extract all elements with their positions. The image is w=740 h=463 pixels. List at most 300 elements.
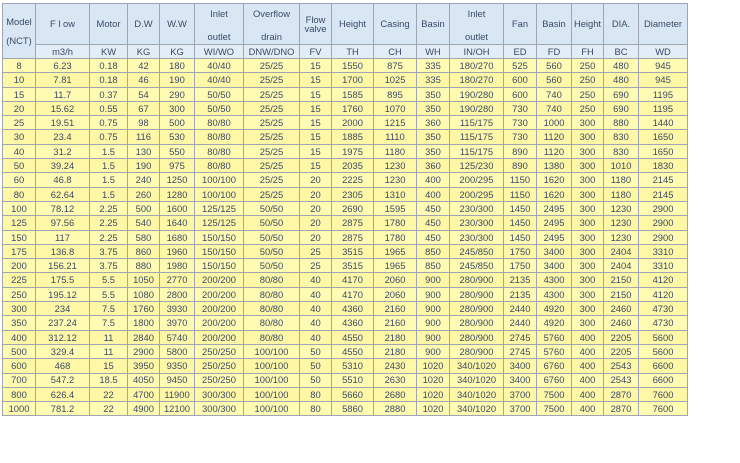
- table-cell: 2900: [639, 201, 688, 215]
- table-cell: 560: [537, 73, 572, 87]
- table-cell: 25/25: [244, 159, 300, 173]
- specification-table: [2, 3, 688, 416]
- table-cell: 100/100: [244, 402, 300, 416]
- table-cell: 6760: [537, 373, 572, 387]
- table-cell: 4700: [128, 387, 160, 401]
- table-cell: 190: [128, 159, 160, 173]
- table-cell: 225: [3, 273, 36, 287]
- table-cell: 234: [36, 302, 90, 316]
- table-cell: 300: [572, 159, 604, 173]
- table-cell: 1310: [374, 187, 417, 201]
- table-cell: 80/80: [244, 273, 300, 287]
- table-cell: 690: [604, 101, 639, 115]
- unit-col-13: FD: [537, 45, 572, 59]
- table-cell: 500: [128, 201, 160, 215]
- table-cell: 450: [417, 201, 450, 215]
- table-cell: 200: [3, 259, 36, 273]
- table-cell: 626.4: [36, 387, 90, 401]
- table-cell: 3400: [504, 359, 537, 373]
- header-col-6-top: Overflow: [253, 8, 290, 19]
- table-cell: 1650: [639, 144, 688, 158]
- table-cell: 130: [128, 144, 160, 158]
- table-cell: 350: [417, 130, 450, 144]
- table-cell: 340/1020: [450, 373, 504, 387]
- table-cell: 20: [300, 216, 332, 230]
- table-cell: 40/40: [195, 73, 244, 87]
- table-cell: 4730: [639, 302, 688, 316]
- table-cell: 3970: [160, 316, 195, 330]
- table-cell: 50: [300, 373, 332, 387]
- table-cell: 1250: [160, 173, 195, 187]
- table-cell: 1760: [128, 302, 160, 316]
- header-col-8: Height: [332, 4, 374, 45]
- table-cell: 300: [572, 302, 604, 316]
- table-cell: 1980: [160, 259, 195, 273]
- table-cell: 46.8: [36, 173, 90, 187]
- table-cell: 200/200: [195, 316, 244, 330]
- table-row: [3, 230, 688, 244]
- table-cell: 1585: [332, 87, 374, 101]
- table-cell: 2460: [604, 316, 639, 330]
- table-cell: 1.5: [90, 144, 128, 158]
- table-cell: 2875: [332, 230, 374, 244]
- table-cell: 5600: [639, 344, 688, 358]
- table-cell: 975: [160, 159, 195, 173]
- table-cell: 245/850: [450, 244, 504, 258]
- table-cell: 4050: [128, 373, 160, 387]
- table-cell: 2495: [537, 216, 572, 230]
- table-cell: 2160: [374, 302, 417, 316]
- table-cell: 2404: [604, 259, 639, 273]
- table-cell: 2680: [374, 387, 417, 401]
- table-cell: 15: [300, 130, 332, 144]
- table-cell: 7600: [639, 387, 688, 401]
- table-cell: 1960: [160, 244, 195, 258]
- table-cell: 312.12: [36, 330, 90, 344]
- table-cell: 1965: [374, 244, 417, 258]
- table-cell: 350: [3, 316, 36, 330]
- table-cell: 3515: [332, 259, 374, 273]
- table-cell: 7.81: [36, 73, 90, 87]
- table-cell: 46: [128, 73, 160, 87]
- table-cell: 1000: [537, 116, 572, 130]
- table-cell: 830: [604, 144, 639, 158]
- unit-col-4: KG: [160, 45, 195, 59]
- unit-col-5: WI/WO: [195, 45, 244, 59]
- table-cell: 80: [3, 187, 36, 201]
- table-cell: 260: [128, 187, 160, 201]
- table-cell: 195.12: [36, 287, 90, 301]
- table-cell: 39.24: [36, 159, 90, 173]
- table-cell: 2840: [128, 330, 160, 344]
- table-cell: 2690: [332, 201, 374, 215]
- table-cell: 50/50: [244, 259, 300, 273]
- table-cell: 25/25: [244, 144, 300, 158]
- table-row: [3, 387, 688, 401]
- table-cell: 50: [300, 344, 332, 358]
- table-cell: 25/25: [244, 187, 300, 201]
- table-cell: 2543: [604, 359, 639, 373]
- table-cell: 2900: [128, 344, 160, 358]
- table-cell: 1150: [504, 187, 537, 201]
- table-cell: 2205: [604, 344, 639, 358]
- table-cell: 1620: [537, 187, 572, 201]
- table-cell: 5760: [537, 330, 572, 344]
- table-cell: 1800: [128, 316, 160, 330]
- table-cell: 18.5: [90, 373, 128, 387]
- table-cell: 2870: [604, 402, 639, 416]
- table-cell: 245/850: [450, 259, 504, 273]
- table-cell: 0.75: [90, 116, 128, 130]
- table-cell: 600: [3, 359, 36, 373]
- table-cell: 1750: [504, 244, 537, 258]
- table-row: [3, 73, 688, 87]
- unit-col-14: FH: [572, 45, 604, 59]
- table-cell: 1010: [604, 159, 639, 173]
- table-cell: 2305: [332, 187, 374, 201]
- table-cell: 350: [417, 87, 450, 101]
- table-row: [3, 244, 688, 258]
- table-cell: 1.5: [90, 187, 128, 201]
- header-model-line1: Model: [6, 15, 32, 27]
- table-cell: 300: [572, 201, 604, 215]
- table-cell: 1600: [160, 201, 195, 215]
- table-cell: 1120: [537, 144, 572, 158]
- table-cell: 280/900: [450, 330, 504, 344]
- table-cell: 1450: [504, 230, 537, 244]
- table-cell: 3310: [639, 244, 688, 258]
- table-cell: 4120: [639, 273, 688, 287]
- table-cell: 1020: [417, 373, 450, 387]
- table-cell: 560: [537, 59, 572, 73]
- table-cell: 1230: [374, 173, 417, 187]
- table-cell: 5860: [332, 402, 374, 416]
- table-cell: 400: [572, 373, 604, 387]
- table-cell: 3700: [504, 387, 537, 401]
- table-cell: 1230: [604, 216, 639, 230]
- table-cell: 78.12: [36, 201, 90, 215]
- table-cell: 3930: [160, 302, 195, 316]
- table-cell: 2145: [639, 187, 688, 201]
- table-cell: 11.7: [36, 87, 90, 101]
- table-cell: 2160: [374, 316, 417, 330]
- table-cell: 1830: [639, 159, 688, 173]
- table-cell: 11900: [160, 387, 195, 401]
- table-cell: 360: [417, 116, 450, 130]
- header-model: [3, 4, 36, 59]
- table-cell: 180/270: [450, 59, 504, 73]
- table-cell: 880: [604, 116, 639, 130]
- table-row: [3, 302, 688, 316]
- table-cell: 280/900: [450, 287, 504, 301]
- header-col-7: Flow valve: [300, 4, 332, 45]
- table-cell: 300: [572, 116, 604, 130]
- table-cell: 15: [300, 159, 332, 173]
- table-cell: 2.25: [90, 216, 128, 230]
- table-cell: 900: [417, 273, 450, 287]
- table-cell: 2060: [374, 287, 417, 301]
- table-cell: 25/25: [244, 59, 300, 73]
- table-cell: 1640: [160, 216, 195, 230]
- table-cell: 900: [417, 344, 450, 358]
- header-col-15: DIA.: [604, 4, 639, 45]
- header-col-6-bottom: drain: [261, 30, 282, 42]
- table-row: [3, 216, 688, 230]
- table-cell: 1550: [332, 59, 374, 73]
- table-cell: 290: [160, 87, 195, 101]
- table-cell: 450: [417, 230, 450, 244]
- table-cell: 20: [300, 187, 332, 201]
- table-cell: 115/175: [450, 144, 504, 158]
- table-cell: 5740: [160, 330, 195, 344]
- table-cell: 250: [572, 87, 604, 101]
- table-cell: 15.62: [36, 101, 90, 115]
- table-cell: 700: [3, 373, 36, 387]
- table-cell: 175.5: [36, 273, 90, 287]
- table-cell: 280/900: [450, 344, 504, 358]
- table-cell: 50: [3, 159, 36, 173]
- table-cell: 300: [572, 187, 604, 201]
- table-cell: 7600: [639, 402, 688, 416]
- table-cell: 50/50: [244, 244, 300, 258]
- table-cell: 15: [300, 87, 332, 101]
- unit-col-15: BC: [604, 45, 639, 59]
- table-cell: 1080: [128, 287, 160, 301]
- table-cell: 116: [128, 130, 160, 144]
- table-cell: 98: [128, 116, 160, 130]
- header-col-12: Fan: [504, 4, 537, 45]
- table-cell: 15: [300, 73, 332, 87]
- table-cell: 40: [300, 330, 332, 344]
- table-cell: 1380: [537, 159, 572, 173]
- table-cell: 20: [300, 230, 332, 244]
- table-cell: 2145: [639, 173, 688, 187]
- table-cell: 2543: [604, 373, 639, 387]
- table-cell: 0.18: [90, 59, 128, 73]
- table-cell: 0.37: [90, 87, 128, 101]
- table-cell: 5.5: [90, 287, 128, 301]
- table-cell: 730: [504, 130, 537, 144]
- table-cell: 1750: [504, 259, 537, 273]
- table-cell: 40/40: [195, 59, 244, 73]
- table-cell: 2150: [604, 287, 639, 301]
- table-cell: 115/175: [450, 130, 504, 144]
- table-cell: 300: [572, 173, 604, 187]
- table-cell: 3400: [504, 373, 537, 387]
- table-cell: 6600: [639, 359, 688, 373]
- table-cell: 15: [300, 59, 332, 73]
- table-cell: 80/80: [244, 302, 300, 316]
- table-row: [3, 273, 688, 287]
- table-cell: 1195: [639, 101, 688, 115]
- table-cell: 2225: [332, 173, 374, 187]
- table-cell: 20: [3, 101, 36, 115]
- table-cell: 67: [128, 101, 160, 115]
- table-cell: 7500: [537, 402, 572, 416]
- table-cell: 3400: [537, 244, 572, 258]
- table-cell: 1885: [332, 130, 374, 144]
- table-cell: 1000: [3, 402, 36, 416]
- table-cell: 3700: [504, 402, 537, 416]
- table-cell: 2870: [604, 387, 639, 401]
- table-cell: 2440: [504, 302, 537, 316]
- table-cell: 945: [639, 73, 688, 87]
- header-model-line2: (NCT): [6, 34, 32, 46]
- unit-col-7: FV: [300, 45, 332, 59]
- table-cell: 335: [417, 73, 450, 87]
- table-cell: 3310: [639, 259, 688, 273]
- table-cell: 200/200: [195, 273, 244, 287]
- table-cell: 880: [128, 259, 160, 273]
- table-cell: 0.55: [90, 101, 128, 115]
- table-cell: 2800: [160, 287, 195, 301]
- table-cell: 329.4: [36, 344, 90, 358]
- table-cell: 50/50: [195, 101, 244, 115]
- table-cell: 580: [128, 230, 160, 244]
- table-cell: 2135: [504, 287, 537, 301]
- table-cell: 900: [417, 302, 450, 316]
- table-cell: 100/100: [195, 173, 244, 187]
- table-cell: 1780: [374, 216, 417, 230]
- table-cell: 525: [504, 59, 537, 73]
- table-cell: 80: [300, 387, 332, 401]
- table-row: [3, 287, 688, 301]
- header-col-2: Motor: [90, 4, 128, 45]
- table-cell: 300: [572, 287, 604, 301]
- table-cell: 1180: [604, 173, 639, 187]
- table-cell: 300: [160, 101, 195, 115]
- table-cell: 400: [417, 187, 450, 201]
- table-cell: 875: [374, 59, 417, 73]
- table-cell: 11: [90, 330, 128, 344]
- table-cell: 730: [504, 116, 537, 130]
- table-cell: 540: [128, 216, 160, 230]
- table-cell: 300: [572, 244, 604, 258]
- table-cell: 1680: [160, 230, 195, 244]
- table-cell: 740: [537, 87, 572, 101]
- table-cell: 5310: [332, 359, 374, 373]
- table-cell: 30: [3, 130, 36, 144]
- table-cell: 0.75: [90, 130, 128, 144]
- table-cell: 80/80: [195, 116, 244, 130]
- table-cell: 530: [160, 130, 195, 144]
- table-cell: 850: [417, 259, 450, 273]
- table-cell: 500: [3, 344, 36, 358]
- table-cell: 40: [300, 287, 332, 301]
- table-row: [3, 344, 688, 358]
- table-cell: 40: [300, 302, 332, 316]
- table-cell: 400: [572, 387, 604, 401]
- table-cell: 6.23: [36, 59, 90, 73]
- header-col-14: Height: [572, 4, 604, 45]
- table-cell: 1620: [537, 173, 572, 187]
- table-cell: 125/125: [195, 201, 244, 215]
- table-cell: 2.25: [90, 201, 128, 215]
- table-cell: 200/295: [450, 187, 504, 201]
- table-cell: 1760: [332, 101, 374, 115]
- table-cell: 550: [160, 144, 195, 158]
- table-row: [3, 144, 688, 158]
- table-cell: 2745: [504, 344, 537, 358]
- unit-col-11: IN/OH: [450, 45, 504, 59]
- table-cell: 40: [300, 316, 332, 330]
- table-cell: 20: [300, 173, 332, 187]
- table-cell: 25: [300, 244, 332, 258]
- header-col-5-bottom: outlet: [207, 30, 231, 42]
- table-cell: 15: [90, 359, 128, 373]
- table-cell: 2060: [374, 273, 417, 287]
- table-cell: 1050: [128, 273, 160, 287]
- table-cell: 781.2: [36, 402, 90, 416]
- unit-col-8: TH: [332, 45, 374, 59]
- header-col-11-bottom: outlet: [465, 30, 488, 42]
- table-cell: 190/280: [450, 87, 504, 101]
- table-cell: 2.25: [90, 230, 128, 244]
- table-cell: 200/200: [195, 287, 244, 301]
- table-cell: 2180: [374, 344, 417, 358]
- table-cell: 100: [3, 201, 36, 215]
- table-row: [3, 187, 688, 201]
- table-cell: 300/300: [195, 387, 244, 401]
- unit-col-10: WH: [417, 45, 450, 59]
- table-cell: 945: [639, 59, 688, 73]
- header-col-13: Basin: [537, 4, 572, 45]
- table-cell: 50/50: [244, 201, 300, 215]
- table-cell: 50/50: [244, 230, 300, 244]
- table-cell: 80/80: [195, 130, 244, 144]
- table-cell: 230/300: [450, 201, 504, 215]
- table-cell: 25: [3, 116, 36, 130]
- table-cell: 12100: [160, 402, 195, 416]
- table-cell: 1650: [639, 130, 688, 144]
- table-cell: 1110: [374, 130, 417, 144]
- table-cell: 2875: [332, 216, 374, 230]
- table-cell: 42: [128, 59, 160, 73]
- table-cell: 500: [160, 116, 195, 130]
- table-cell: 150: [3, 230, 36, 244]
- table-row: [3, 173, 688, 187]
- header-col-5: [195, 4, 244, 45]
- table-cell: 80: [300, 402, 332, 416]
- table-cell: 250: [3, 287, 36, 301]
- table-cell: 97.56: [36, 216, 90, 230]
- table-cell: 690: [604, 87, 639, 101]
- table-cell: 300: [572, 316, 604, 330]
- table-cell: 15: [300, 116, 332, 130]
- table-cell: 1450: [504, 201, 537, 215]
- table-cell: 340/1020: [450, 387, 504, 401]
- table-cell: 2630: [374, 373, 417, 387]
- table-cell: 300: [3, 302, 36, 316]
- table-cell: 2460: [604, 302, 639, 316]
- table-cell: 50/50: [244, 216, 300, 230]
- table-cell: 3.75: [90, 259, 128, 273]
- table-cell: 8: [3, 59, 36, 73]
- table-cell: 4360: [332, 302, 374, 316]
- table-cell: 3515: [332, 244, 374, 258]
- table-cell: 100/100: [244, 373, 300, 387]
- unit-col-9: CH: [374, 45, 417, 59]
- table-cell: 850: [417, 244, 450, 258]
- unit-col-2: KW: [90, 45, 128, 59]
- table-cell: 890: [504, 159, 537, 173]
- table-row: [3, 359, 688, 373]
- table-cell: 400: [417, 173, 450, 187]
- table-cell: 600: [504, 87, 537, 101]
- table-cell: 40: [3, 144, 36, 158]
- table-cell: 15: [300, 144, 332, 158]
- table-cell: 190/280: [450, 101, 504, 115]
